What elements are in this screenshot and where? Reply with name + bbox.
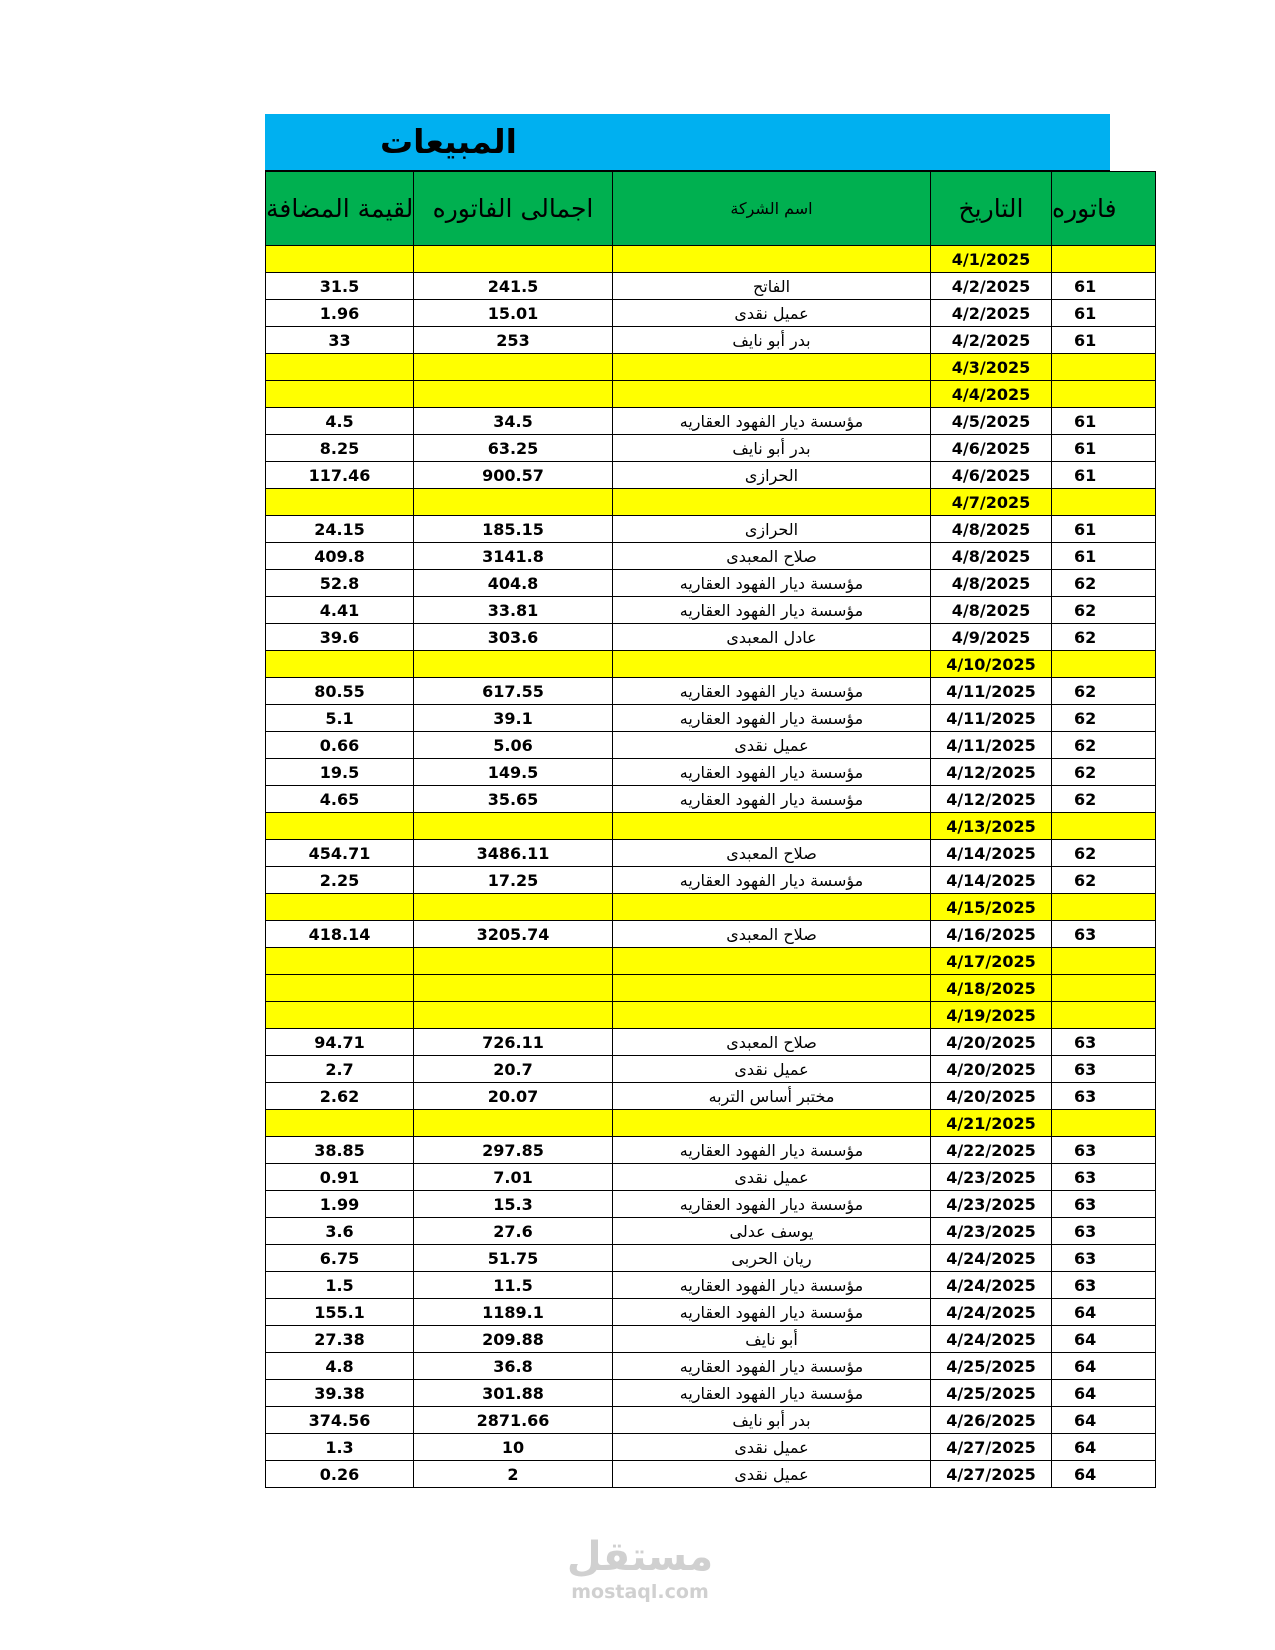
table-row[interactable] [266, 1056, 1156, 1083]
cell-total[interactable] [414, 354, 613, 381]
table-row[interactable] [266, 1326, 1156, 1353]
cell-company[interactable] [613, 246, 931, 273]
cell-company[interactable]: مؤسسة ديار الفهود العقاريه [613, 1299, 931, 1326]
cell-vat[interactable]: 4.41 [266, 597, 414, 624]
empty-day-row[interactable] [266, 1002, 1156, 1029]
cell-total[interactable]: 1189.1 [414, 1299, 613, 1326]
cell-date[interactable]: 4/8/2025 [931, 570, 1052, 597]
cell-date[interactable]: 4/15/2025 [931, 894, 1052, 921]
cell-date[interactable]: 4/21/2025 [931, 1110, 1052, 1137]
cell-company[interactable]: مؤسسة ديار الفهود العقاريه [613, 408, 931, 435]
cell-total[interactable] [414, 489, 613, 516]
cell-invoice-no[interactable]: 62 [1052, 705, 1156, 732]
cell-vat[interactable]: 8.25 [266, 435, 414, 462]
cell-invoice-no[interactable]: 62 [1052, 759, 1156, 786]
cell-vat[interactable]: 1.99 [266, 1191, 414, 1218]
cell-total[interactable]: 301.88 [414, 1380, 613, 1407]
cell-date[interactable]: 4/5/2025 [931, 408, 1052, 435]
cell-company[interactable]: عميل نقدى [613, 732, 931, 759]
cell-vat[interactable]: 6.75 [266, 1245, 414, 1272]
cell-total[interactable] [414, 246, 613, 273]
cell-invoice-no[interactable]: 64 [1052, 1326, 1156, 1353]
cell-vat[interactable] [266, 1110, 414, 1137]
cell-date[interactable]: 4/8/2025 [931, 543, 1052, 570]
cell-invoice-no[interactable]: 63 [1052, 1218, 1156, 1245]
cell-date[interactable]: 4/10/2025 [931, 651, 1052, 678]
cell-invoice-no[interactable] [1052, 1110, 1156, 1137]
cell-company[interactable] [613, 975, 931, 1002]
cell-invoice-no[interactable] [1052, 651, 1156, 678]
cell-invoice-no[interactable] [1052, 489, 1156, 516]
cell-total[interactable]: 10 [414, 1434, 613, 1461]
cell-total[interactable]: 185.15 [414, 516, 613, 543]
cell-vat[interactable]: 4.65 [266, 786, 414, 813]
empty-day-row[interactable] [266, 813, 1156, 840]
cell-vat[interactable] [266, 651, 414, 678]
cell-company[interactable]: مؤسسة ديار الفهود العقاريه [613, 1137, 931, 1164]
cell-invoice-no[interactable]: 63 [1052, 921, 1156, 948]
cell-date[interactable]: 4/23/2025 [931, 1164, 1052, 1191]
cell-date[interactable]: 4/20/2025 [931, 1056, 1052, 1083]
cell-vat[interactable]: 418.14 [266, 921, 414, 948]
cell-vat[interactable] [266, 813, 414, 840]
cell-invoice-no[interactable]: 62 [1052, 597, 1156, 624]
cell-company[interactable] [613, 354, 931, 381]
cell-company[interactable]: بدر أبو نايف [613, 1407, 931, 1434]
sheet-title: المبيعات [380, 122, 517, 161]
cell-invoice-no[interactable]: 63 [1052, 1137, 1156, 1164]
cell-company[interactable]: مؤسسة ديار الفهود العقاريه [613, 786, 931, 813]
table-row[interactable] [266, 327, 1156, 354]
table-row[interactable] [266, 1407, 1156, 1434]
cell-invoice-no[interactable]: 64 [1052, 1461, 1156, 1488]
table-row[interactable] [266, 1083, 1156, 1110]
cell-vat[interactable]: 4.5 [266, 408, 414, 435]
header-row [266, 172, 1156, 246]
cell-vat[interactable]: 4.8 [266, 1353, 414, 1380]
cell-date[interactable]: 4/18/2025 [931, 975, 1052, 1002]
cell-company[interactable]: صلاح المعبدى [613, 543, 931, 570]
header-vat: لقيمة المضافة [266, 172, 414, 246]
cell-company[interactable]: مؤسسة ديار الفهود العقاريه [613, 597, 931, 624]
empty-day-row[interactable] [266, 246, 1156, 273]
cell-total[interactable]: 297.85 [414, 1137, 613, 1164]
cell-total[interactable]: 15.3 [414, 1191, 613, 1218]
cell-total[interactable]: 3141.8 [414, 543, 613, 570]
table-row[interactable] [266, 597, 1156, 624]
table-row[interactable] [266, 1461, 1156, 1488]
cell-company[interactable]: الحرازى [613, 462, 931, 489]
table-row[interactable] [266, 1137, 1156, 1164]
cell-invoice-no[interactable]: 63 [1052, 1191, 1156, 1218]
cell-vat[interactable]: 2.25 [266, 867, 414, 894]
watermark-logo: مستقل [566, 1534, 714, 1580]
table-row[interactable] [266, 732, 1156, 759]
cell-total[interactable]: 3486.11 [414, 840, 613, 867]
cell-invoice-no[interactable]: 63 [1052, 1272, 1156, 1299]
cell-company[interactable]: مختبر أساس التربه [613, 1083, 931, 1110]
cell-date[interactable]: 4/26/2025 [931, 1407, 1052, 1434]
cell-vat[interactable]: 80.55 [266, 678, 414, 705]
cell-date[interactable]: 4/23/2025 [931, 1218, 1052, 1245]
cell-total[interactable]: 7.01 [414, 1164, 613, 1191]
cell-invoice-no[interactable] [1052, 975, 1156, 1002]
cell-total[interactable]: 15.01 [414, 300, 613, 327]
cell-vat[interactable]: 1.5 [266, 1272, 414, 1299]
cell-vat[interactable]: 39.38 [266, 1380, 414, 1407]
header-invoice-no: فاتوره [1052, 172, 1156, 246]
cell-vat[interactable]: 33 [266, 327, 414, 354]
cell-total[interactable]: 17.25 [414, 867, 613, 894]
table-row[interactable] [266, 1029, 1156, 1056]
cell-vat[interactable]: 5.1 [266, 705, 414, 732]
empty-day-row[interactable] [266, 381, 1156, 408]
table-row[interactable] [266, 516, 1156, 543]
table-row[interactable] [266, 273, 1156, 300]
cell-date[interactable]: 4/14/2025 [931, 840, 1052, 867]
cell-company[interactable]: مؤسسة ديار الفهود العقاريه [613, 1272, 931, 1299]
cell-total[interactable]: 5.06 [414, 732, 613, 759]
cell-vat[interactable] [266, 1002, 414, 1029]
cell-total[interactable]: 51.75 [414, 1245, 613, 1272]
table-row[interactable] [266, 1434, 1156, 1461]
header-company: اسم الشركة [613, 172, 931, 246]
cell-date[interactable]: 4/11/2025 [931, 705, 1052, 732]
cell-vat[interactable]: 0.26 [266, 1461, 414, 1488]
cell-total[interactable]: 11.5 [414, 1272, 613, 1299]
cell-company[interactable] [613, 651, 931, 678]
cell-company[interactable]: مؤسسة ديار الفهود العقاريه [613, 1353, 931, 1380]
cell-invoice-no[interactable]: 63 [1052, 1056, 1156, 1083]
cell-invoice-no[interactable]: 61 [1052, 327, 1156, 354]
cell-company[interactable]: مؤسسة ديار الفهود العقاريه [613, 678, 931, 705]
table-row[interactable] [266, 1380, 1156, 1407]
cell-vat[interactable]: 2.7 [266, 1056, 414, 1083]
watermark-url: mostaql.com [571, 1581, 709, 1603]
cell-total[interactable] [414, 813, 613, 840]
cell-invoice-no[interactable]: 62 [1052, 840, 1156, 867]
table-body [266, 246, 1156, 1488]
cell-date[interactable]: 4/12/2025 [931, 759, 1052, 786]
table-row[interactable] [266, 678, 1156, 705]
cell-total[interactable] [414, 894, 613, 921]
cell-total[interactable] [414, 1110, 613, 1137]
header-date: التاريخ [931, 172, 1052, 246]
cell-date[interactable]: 4/8/2025 [931, 516, 1052, 543]
cell-invoice-no[interactable]: 62 [1052, 732, 1156, 759]
cell-vat[interactable]: 52.8 [266, 570, 414, 597]
cell-vat[interactable] [266, 354, 414, 381]
cell-invoice-no[interactable]: 64 [1052, 1407, 1156, 1434]
cell-total[interactable]: 20.7 [414, 1056, 613, 1083]
cell-company[interactable] [613, 894, 931, 921]
cell-date[interactable]: 4/12/2025 [931, 786, 1052, 813]
cell-total[interactable]: 900.57 [414, 462, 613, 489]
cell-total[interactable]: 209.88 [414, 1326, 613, 1353]
cell-date[interactable]: 4/27/2025 [931, 1434, 1052, 1461]
cell-vat[interactable]: 2.62 [266, 1083, 414, 1110]
cell-vat[interactable]: 155.1 [266, 1299, 414, 1326]
header-total: اجمالى الفاتوره [414, 172, 613, 246]
cell-date[interactable]: 4/27/2025 [931, 1461, 1052, 1488]
cell-date[interactable]: 4/7/2025 [931, 489, 1052, 516]
cell-total[interactable]: 39.1 [414, 705, 613, 732]
cell-company[interactable]: الفاتح [613, 273, 931, 300]
cell-total[interactable] [414, 1002, 613, 1029]
cell-total[interactable] [414, 975, 613, 1002]
cell-company[interactable] [613, 1002, 931, 1029]
cell-vat[interactable]: 0.91 [266, 1164, 414, 1191]
cell-company[interactable] [613, 489, 931, 516]
cell-date[interactable]: 4/24/2025 [931, 1299, 1052, 1326]
cell-date[interactable]: 4/1/2025 [931, 246, 1052, 273]
cell-invoice-no[interactable]: 62 [1052, 570, 1156, 597]
mostaql-watermark [540, 1535, 740, 1603]
cell-invoice-no[interactable]: 62 [1052, 786, 1156, 813]
cell-total[interactable]: 63.25 [414, 435, 613, 462]
cell-vat[interactable]: 27.38 [266, 1326, 414, 1353]
cell-vat[interactable]: 24.15 [266, 516, 414, 543]
cell-invoice-no[interactable]: 61 [1052, 300, 1156, 327]
cell-invoice-no[interactable]: 61 [1052, 543, 1156, 570]
cell-company[interactable]: يوسف عدلى [613, 1218, 931, 1245]
cell-total[interactable] [414, 651, 613, 678]
cell-date[interactable]: 4/8/2025 [931, 597, 1052, 624]
empty-day-row[interactable] [266, 975, 1156, 1002]
cell-total[interactable]: 2871.66 [414, 1407, 613, 1434]
cell-date[interactable]: 4/13/2025 [931, 813, 1052, 840]
table-row[interactable] [266, 300, 1156, 327]
cell-date[interactable]: 4/6/2025 [931, 435, 1052, 462]
cell-vat[interactable]: 117.46 [266, 462, 414, 489]
cell-vat[interactable]: 3.6 [266, 1218, 414, 1245]
cell-company[interactable]: مؤسسة ديار الفهود العقاريه [613, 570, 931, 597]
cell-date[interactable]: 4/24/2025 [931, 1326, 1052, 1353]
cell-company[interactable] [613, 813, 931, 840]
cell-total[interactable]: 33.81 [414, 597, 613, 624]
cell-company[interactable]: بدر أبو نايف [613, 435, 931, 462]
cell-total[interactable]: 36.8 [414, 1353, 613, 1380]
cell-company[interactable]: مؤسسة ديار الفهود العقاريه [613, 705, 931, 732]
cell-vat[interactable]: 454.71 [266, 840, 414, 867]
cell-company[interactable] [613, 381, 931, 408]
table-row[interactable] [266, 408, 1156, 435]
cell-vat[interactable]: 19.5 [266, 759, 414, 786]
cell-company[interactable]: صلاح المعبدى [613, 1029, 931, 1056]
cell-invoice-no[interactable] [1052, 894, 1156, 921]
cell-company[interactable]: عميل نقدى [613, 300, 931, 327]
cell-vat[interactable] [266, 975, 414, 1002]
cell-vat[interactable] [266, 246, 414, 273]
cell-vat[interactable]: 409.8 [266, 543, 414, 570]
cell-date[interactable]: 4/2/2025 [931, 300, 1052, 327]
title-bar [265, 114, 1110, 171]
cell-invoice-no[interactable]: 63 [1052, 1164, 1156, 1191]
cell-company[interactable]: أبو نايف [613, 1326, 931, 1353]
table-row[interactable] [266, 1218, 1156, 1245]
cell-date[interactable]: 4/24/2025 [931, 1245, 1052, 1272]
cell-invoice-no[interactable]: 64 [1052, 1380, 1156, 1407]
cell-vat[interactable]: 1.96 [266, 300, 414, 327]
cell-company[interactable]: ريان الحربى [613, 1245, 931, 1272]
cell-date[interactable]: 4/16/2025 [931, 921, 1052, 948]
cell-invoice-no[interactable]: 63 [1052, 1029, 1156, 1056]
table-row[interactable] [266, 1191, 1156, 1218]
cell-invoice-no[interactable]: 63 [1052, 1083, 1156, 1110]
cell-total[interactable] [414, 381, 613, 408]
table-row[interactable] [266, 570, 1156, 597]
table-row[interactable] [266, 1299, 1156, 1326]
table-row[interactable] [266, 1272, 1156, 1299]
cell-company[interactable]: عميل نقدى [613, 1434, 931, 1461]
cell-vat[interactable]: 94.71 [266, 1029, 414, 1056]
cell-company[interactable]: عميل نقدى [613, 1461, 931, 1488]
table-row[interactable] [266, 462, 1156, 489]
cell-vat[interactable] [266, 894, 414, 921]
cell-date[interactable]: 4/11/2025 [931, 678, 1052, 705]
cell-vat[interactable]: 31.5 [266, 273, 414, 300]
cell-vat[interactable]: 38.85 [266, 1137, 414, 1164]
cell-vat[interactable]: 1.3 [266, 1434, 414, 1461]
cell-invoice-no[interactable]: 62 [1052, 624, 1156, 651]
cell-invoice-no[interactable]: 61 [1052, 408, 1156, 435]
cell-company[interactable]: بدر أبو نايف [613, 327, 931, 354]
table-row[interactable] [266, 867, 1156, 894]
cell-company[interactable]: الحرازى [613, 516, 931, 543]
cell-invoice-no[interactable]: 63 [1052, 1245, 1156, 1272]
cell-date[interactable]: 4/3/2025 [931, 354, 1052, 381]
cell-total[interactable]: 34.5 [414, 408, 613, 435]
table-row[interactable] [266, 759, 1156, 786]
cell-invoice-no[interactable]: 61 [1052, 435, 1156, 462]
cell-total[interactable]: 253 [414, 327, 613, 354]
cell-date[interactable]: 4/6/2025 [931, 462, 1052, 489]
cell-invoice-no[interactable]: 61 [1052, 273, 1156, 300]
empty-day-row[interactable] [266, 651, 1156, 678]
cell-invoice-no[interactable]: 64 [1052, 1434, 1156, 1461]
cell-date[interactable]: 4/24/2025 [931, 1272, 1052, 1299]
cell-invoice-no[interactable]: 62 [1052, 678, 1156, 705]
empty-day-row[interactable] [266, 489, 1156, 516]
cell-vat[interactable]: 374.56 [266, 1407, 414, 1434]
cell-invoice-no[interactable] [1052, 246, 1156, 273]
cell-date[interactable]: 4/4/2025 [931, 381, 1052, 408]
cell-date[interactable]: 4/2/2025 [931, 327, 1052, 354]
cell-company[interactable]: مؤسسة ديار الفهود العقاريه [613, 1380, 931, 1407]
cell-company[interactable]: مؤسسة ديار الفهود العقاريه [613, 1191, 931, 1218]
cell-date[interactable]: 4/9/2025 [931, 624, 1052, 651]
cell-date[interactable]: 4/11/2025 [931, 732, 1052, 759]
cell-date[interactable]: 4/17/2025 [931, 948, 1052, 975]
cell-date[interactable]: 4/19/2025 [931, 1002, 1052, 1029]
cell-total[interactable]: 35.65 [414, 786, 613, 813]
cell-invoice-no[interactable] [1052, 948, 1156, 975]
cell-invoice-no[interactable]: 61 [1052, 516, 1156, 543]
cell-date[interactable]: 4/22/2025 [931, 1137, 1052, 1164]
cell-company[interactable]: عميل نقدى [613, 1164, 931, 1191]
sales-sheet [265, 114, 1117, 1488]
cell-invoice-no[interactable] [1052, 354, 1156, 381]
cell-total[interactable]: 404.8 [414, 570, 613, 597]
cell-date[interactable]: 4/20/2025 [931, 1029, 1052, 1056]
cell-vat[interactable]: 39.6 [266, 624, 414, 651]
table-row[interactable] [266, 705, 1156, 732]
cell-invoice-no[interactable] [1052, 381, 1156, 408]
table-row[interactable] [266, 1164, 1156, 1191]
cell-vat[interactable] [266, 948, 414, 975]
cell-total[interactable] [414, 948, 613, 975]
cell-total[interactable]: 20.07 [414, 1083, 613, 1110]
empty-day-row[interactable] [266, 354, 1156, 381]
cell-total[interactable]: 241.5 [414, 273, 613, 300]
cell-invoice-no[interactable]: 64 [1052, 1353, 1156, 1380]
cell-date[interactable]: 4/25/2025 [931, 1353, 1052, 1380]
cell-company[interactable] [613, 948, 931, 975]
table-row[interactable] [266, 921, 1156, 948]
cell-total[interactable]: 303.6 [414, 624, 613, 651]
empty-day-row[interactable] [266, 948, 1156, 975]
sales-table [265, 171, 1156, 1488]
cell-date[interactable]: 4/2/2025 [931, 273, 1052, 300]
cell-total[interactable]: 2 [414, 1461, 613, 1488]
cell-total[interactable]: 3205.74 [414, 921, 613, 948]
cell-invoice-no[interactable]: 64 [1052, 1299, 1156, 1326]
cell-total[interactable]: 149.5 [414, 759, 613, 786]
cell-total[interactable]: 27.6 [414, 1218, 613, 1245]
cell-company[interactable]: صلاح المعبدى [613, 840, 931, 867]
cell-company[interactable]: عميل نقدى [613, 1056, 931, 1083]
cell-invoice-no[interactable]: 61 [1052, 462, 1156, 489]
table-row[interactable] [266, 543, 1156, 570]
cell-date[interactable]: 4/25/2025 [931, 1380, 1052, 1407]
cell-company[interactable]: صلاح المعبدى [613, 921, 931, 948]
cell-invoice-no[interactable] [1052, 1002, 1156, 1029]
cell-date[interactable]: 4/20/2025 [931, 1083, 1052, 1110]
cell-company[interactable]: عادل المعبدى [613, 624, 931, 651]
table-row[interactable] [266, 1245, 1156, 1272]
table-row[interactable] [266, 786, 1156, 813]
empty-day-row[interactable] [266, 894, 1156, 921]
table-row[interactable] [266, 624, 1156, 651]
cell-total[interactable]: 617.55 [414, 678, 613, 705]
cell-company[interactable]: مؤسسة ديار الفهود العقاريه [613, 867, 931, 894]
cell-company[interactable]: مؤسسة ديار الفهود العقاريه [613, 759, 931, 786]
table-row[interactable] [266, 1353, 1156, 1380]
cell-company[interactable] [613, 1110, 931, 1137]
cell-date[interactable]: 4/23/2025 [931, 1191, 1052, 1218]
table-row[interactable] [266, 840, 1156, 867]
cell-invoice-no[interactable] [1052, 813, 1156, 840]
cell-vat[interactable] [266, 489, 414, 516]
table-row[interactable] [266, 435, 1156, 462]
cell-invoice-no[interactable]: 62 [1052, 867, 1156, 894]
cell-vat[interactable] [266, 381, 414, 408]
empty-day-row[interactable] [266, 1110, 1156, 1137]
cell-vat[interactable]: 0.66 [266, 732, 414, 759]
cell-date[interactable]: 4/14/2025 [931, 867, 1052, 894]
cell-total[interactable]: 726.11 [414, 1029, 613, 1056]
